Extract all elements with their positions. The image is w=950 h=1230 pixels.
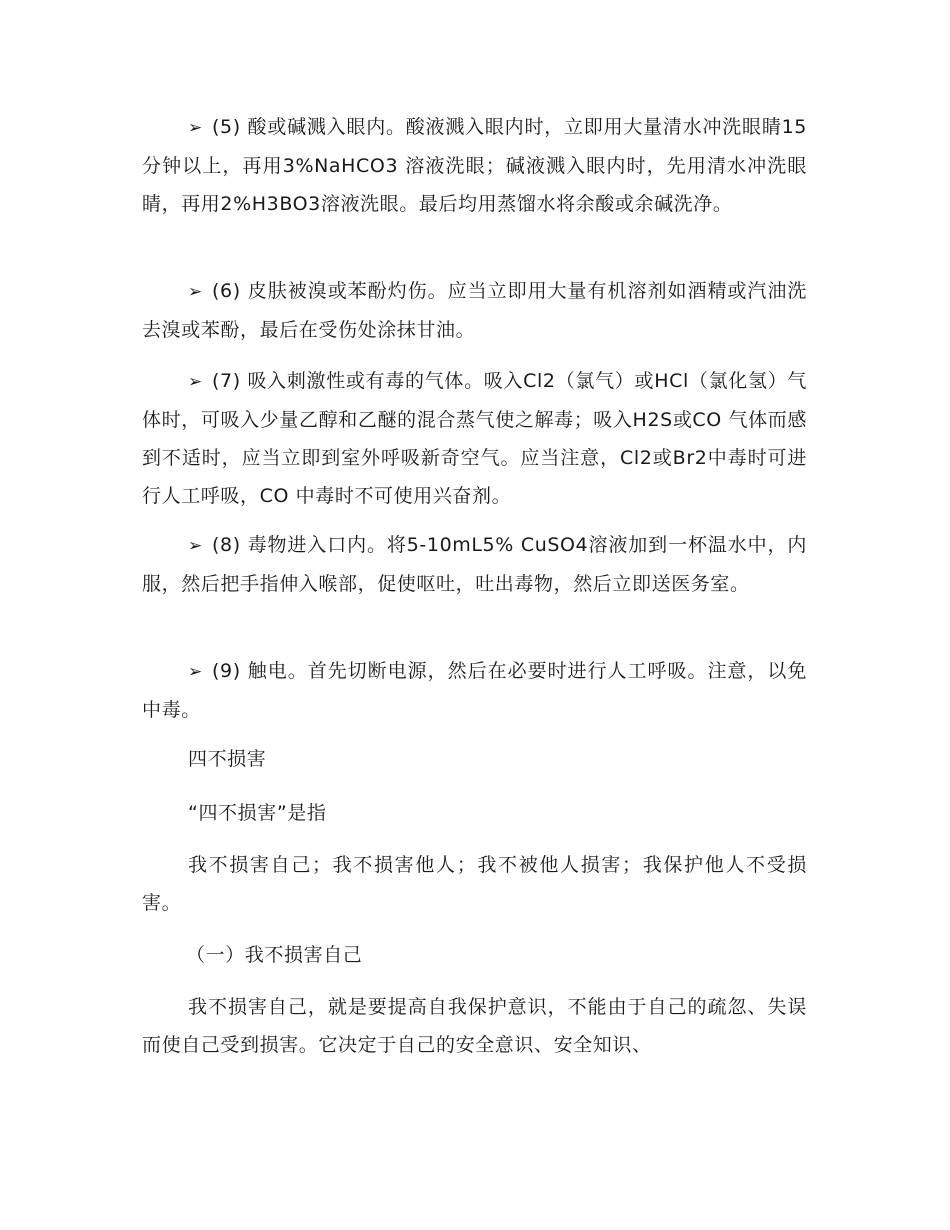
paragraph-eye-splash <box>142 108 807 223</box>
paragraph-toxic-gas <box>142 362 807 515</box>
paragraph-text: (6) 皮肤被溴或苯酚灼伤。应当立即用大量有机溶剂如酒精或汽油洗去溴或苯酚，最后在受伤处涂抹甘油。 <box>142 280 807 341</box>
arrow-bullet-icon: ➢ <box>188 118 203 138</box>
paragraph-skin-burn <box>142 272 807 349</box>
arrow-bullet-icon: ➢ <box>188 372 203 392</box>
definition-intro: “四不损害”是指 <box>188 802 327 824</box>
paragraph-self-protection: 我不损害自己，就是要提高自我保护意识，不能由于自己的疏忽、失误而使自己受到损害。它决定于自己的安全意识、安全知识、 <box>142 996 807 1056</box>
arrow-bullet-icon: ➢ <box>188 282 203 302</box>
section-heading: 四不损害 <box>188 748 267 770</box>
arrow-bullet-icon: ➢ <box>188 662 203 682</box>
paragraph-text: (7) 吸入刺激性或有毒的气体。吸入Cl2（氯气）或HCl（氯化氢）气体时，可吸入少量乙醇和乙醚的混合蒸气使之解毒；吸入H2S或CO 气体而感到不适时，应当立即到室外呼吸新奇空气。应当注意，Cl2或Br2中毒时可进行人工呼吸，CO 中毒时不可使用兴奋剂。 <box>142 370 807 507</box>
subsection-heading: （一）我不损害自己 <box>186 944 363 966</box>
paragraph-text: (9) 触电。首先切断电源，然后在必要时进行人工呼吸。注意，以免中毒。 <box>142 660 807 721</box>
paragraph-text: (8) 毒物进入口内。将5-10mL5% CuSO4溶液加到一杯温水中，内服，然后把手指伸入喉部，促使呕吐，吐出毒物，然后立即送医务室。 <box>142 534 807 595</box>
paragraph-text: (5) 酸或碱溅入眼内。酸液溅入眼内时，立即用大量清水冲洗眼睛15分钟以上，再用3%NaHCO3 溶液洗眼；碱液溅入眼内时，先用清水冲洗眼睛，再用2%H3BO3溶液洗眼。最后均用蒸馏水将余酸或余碱洗净。 <box>142 116 807 215</box>
arrow-bullet-icon: ➢ <box>188 536 203 556</box>
paragraph-poison-ingestion <box>142 526 807 603</box>
paragraph-four-principles: 我不损害自己；我不损害他人；我不被他人损害；我保护他人不受损害。 <box>142 854 807 914</box>
paragraph-electric-shock <box>142 652 807 729</box>
